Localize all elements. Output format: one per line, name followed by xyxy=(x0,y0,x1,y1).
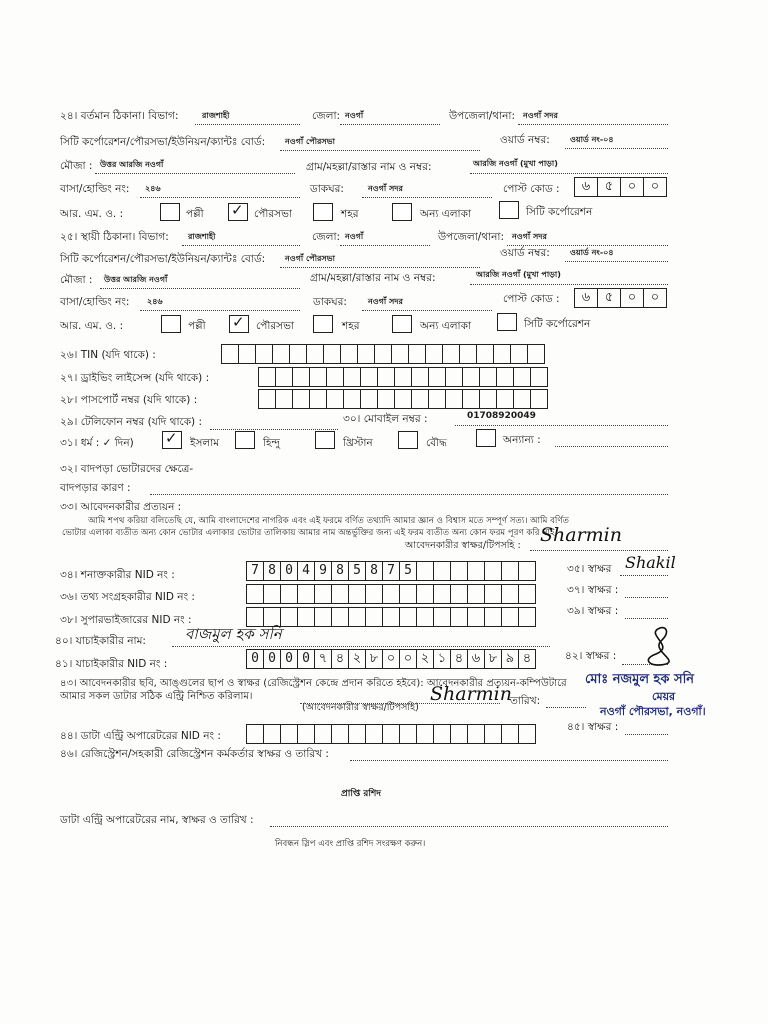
permanent-city-value: নওগাঁ পৌরসভা xyxy=(285,254,335,263)
collector-nid-grid[interactable] xyxy=(246,584,536,604)
driving-license-input-grid[interactable] xyxy=(258,367,548,387)
present-ward-line xyxy=(565,148,668,149)
digit-cell: 0 xyxy=(281,650,298,668)
present-holding-value: ২৪৬ xyxy=(145,184,161,193)
digit-cell xyxy=(497,368,514,386)
digit-cell xyxy=(446,368,463,386)
permanent-division-line xyxy=(182,245,300,246)
digit-cell xyxy=(315,585,332,603)
digit-cell: ৪ xyxy=(522,651,532,666)
digit-cell xyxy=(307,345,324,363)
digit-cell xyxy=(366,608,383,626)
sign39-label: ৩৯। স্বাক্ষর : xyxy=(567,605,619,617)
digit-cell: 8 xyxy=(332,562,349,580)
digit-cell xyxy=(468,562,485,580)
digit-cell xyxy=(344,390,361,408)
digit-cell xyxy=(264,725,281,743)
sign45-label: ৪৫। স্বাক্ষর : xyxy=(567,721,619,733)
permanent-address-label: ২৫। স্থায়ী ঠিকানা। বিভাগ: xyxy=(60,231,169,243)
permanent-rmo-option: পল্লী xyxy=(188,320,206,332)
religion-checkbox-christian[interactable] xyxy=(315,431,335,449)
footer-note: নিবন্ধন স্লিপ এবং প্রাপ্তি রশিদ সংরক্ষণ করুন। xyxy=(275,839,426,849)
digit-cell: 0 xyxy=(264,650,281,668)
present-rmo-checkbox-town[interactable] xyxy=(313,203,333,221)
present-mouza-line xyxy=(95,173,295,174)
digit-cell: ২ xyxy=(417,650,434,668)
permanent-postoffice-label: ডাকঘর: xyxy=(313,296,347,308)
digit-cell xyxy=(434,562,451,580)
present-village-line xyxy=(470,173,668,174)
digit-cell xyxy=(366,725,383,743)
religion-checkbox-hindu[interactable] xyxy=(235,431,255,449)
digit-cell xyxy=(514,368,531,386)
digit-cell: ৯ xyxy=(502,650,519,668)
registration-signature: Sharmin xyxy=(430,683,512,705)
declaration-line-2: ভোটার এলাকা ব্যতীত অন্য কোন ভোটার এলাকার ভোটার তালিকায় আমার নাম অন্তর্ভুক্তির জন্য এই ফরম ব্যতীত অন্য কোন ফরম পূরণ করি নাই। xyxy=(62,528,558,538)
postcode-digit: ০ xyxy=(650,290,660,305)
present-postoffice-label: ডাকঘর: xyxy=(310,183,344,195)
identifier-signature: Shakil xyxy=(625,553,676,572)
digit-cell xyxy=(417,725,434,743)
present-rmo-option: অন্য এলাকা xyxy=(420,208,471,220)
permanent-city-line xyxy=(280,267,480,268)
digit-cell xyxy=(502,725,519,743)
present-postoffice-line xyxy=(362,197,492,198)
religion-option: বৌদ্ধ xyxy=(426,437,447,449)
digit-cell xyxy=(247,585,264,603)
digit-cell xyxy=(358,345,375,363)
declaration-line-1: আমি শপথ করিয়া বলিতেছি যে, আমি বাংলাদেশের নাগরিক এবং এই ফরমে বর্ণিত তথ্যাদি আমার জ্ঞান ও বিশ্বাস মতে সম্পূর্ণ সত্য। আমি বর্ণিত xyxy=(88,516,569,526)
digit-cell xyxy=(528,345,544,363)
permanent-city-label: সিটি কর্পোরেশন/পৌরসভা/ইউনিয়ন/ক্যান্টঃ বোর্ড: xyxy=(60,253,266,265)
digit-cell: ৪ xyxy=(451,650,468,668)
digit-cell xyxy=(511,345,528,363)
digit-cell xyxy=(531,368,547,386)
digit-cell xyxy=(477,345,494,363)
digit-cell xyxy=(378,368,395,386)
digit-cell: ২ xyxy=(349,650,366,668)
digit-cell xyxy=(293,368,310,386)
digit-cell: ৪ xyxy=(332,650,349,668)
present-postcode-label: পোস্ট কোড : xyxy=(503,183,560,195)
digit-cell: 5 xyxy=(400,562,417,580)
digit-cell xyxy=(332,725,349,743)
religion-other-line[interactable] xyxy=(555,446,668,447)
present-rmo-option: সিটি কর্পোরেশন xyxy=(526,206,593,218)
present-rmo-option: পৌরসভা xyxy=(254,208,292,220)
digit-cell: ৮ xyxy=(366,650,383,668)
present-division-line xyxy=(195,124,300,125)
supervisor-nid-grid[interactable] xyxy=(246,607,536,627)
digit-cell: 8 xyxy=(366,562,383,580)
religion-label: ৩১। ধর্ম : ✓ দিন) xyxy=(60,437,134,449)
present-rmo-label: আর. এম. ও. : xyxy=(60,208,124,220)
digit-cell xyxy=(332,585,349,603)
permanent-rmo-checkbox-municipality[interactable] xyxy=(229,315,249,333)
religion-option: ইসলাম xyxy=(190,437,220,449)
religion-checkbox-buddhist[interactable] xyxy=(398,431,418,449)
verifier-nid-label: ৪১। যাচাইকারীর NID নং : xyxy=(55,658,168,670)
passport-input-grid[interactable] xyxy=(258,389,548,409)
postcode-digit: ৫ xyxy=(598,178,621,196)
postcode-digit: ০ xyxy=(650,179,660,194)
digit-cell xyxy=(451,562,468,580)
permanent-holding-value: ২৪৬ xyxy=(147,297,163,306)
permanent-district-line xyxy=(340,245,430,246)
digit-cell xyxy=(434,608,451,626)
operator-nid-label: ৪৪। ডাটা এন্ট্রি অপারেটরের NID নং : xyxy=(60,730,221,742)
mobile-value: 01708920049 xyxy=(467,411,536,421)
collector-nid-label: ৩৬। তথ্য সংগ্রহকারীর NID নং : xyxy=(60,591,195,603)
digit-cell xyxy=(349,608,366,626)
digit-cell xyxy=(429,390,446,408)
digit-cell: ৮ xyxy=(485,650,502,668)
digit-cell xyxy=(281,725,298,743)
permanent-district-label: জেলা: xyxy=(312,231,341,243)
permanent-rmo-checkbox-rural[interactable] xyxy=(161,315,181,333)
digit-cell xyxy=(276,390,293,408)
supervisor-nid-label: ৩৮। সুপারভাইজারের NID নং : xyxy=(60,614,192,626)
digit-cell xyxy=(400,608,417,626)
declaration-label: ৩৩। আবেদনকারীর প্রত্যয়ন : xyxy=(60,501,182,513)
reg-officer-line[interactable] xyxy=(350,760,668,761)
digit-cell: 0 xyxy=(247,650,264,668)
registration-sign-caption: (আবেদনকারীর স্বাক্ষর/টিপসহি) xyxy=(302,702,419,713)
digit-cell: 4 xyxy=(298,562,315,580)
postcode-digit: ০ xyxy=(621,289,644,307)
digit-cell: ১ xyxy=(434,650,451,668)
digit-cell xyxy=(485,608,502,626)
digit-cell: 7 xyxy=(247,562,264,580)
permanent-district-value: নওগাঁ xyxy=(345,232,364,241)
digit-cell xyxy=(315,725,332,743)
operator-nid-grid[interactable] xyxy=(246,724,536,744)
digit-cell xyxy=(480,368,497,386)
digit-cell xyxy=(293,390,310,408)
digit-cell xyxy=(400,725,417,743)
present-ward-label: ওয়ার্ড নম্বর: xyxy=(500,134,550,146)
tin-input-grid[interactable] xyxy=(221,344,545,364)
digit-cell xyxy=(468,608,485,626)
religion-checkbox-islam[interactable] xyxy=(162,431,182,449)
digit-cell: ৭ xyxy=(315,650,332,668)
permanent-rmo-option: অন্য এলাকা xyxy=(420,320,471,332)
permanent-holding-line xyxy=(140,310,300,311)
religion-option: হিন্দু xyxy=(263,437,280,449)
digit-cell xyxy=(485,725,502,743)
verifier-name-line xyxy=(172,646,550,647)
verifier-name-label: ৪০। যাচাইকারীর নাম: xyxy=(55,635,146,647)
religion-checkbox-other[interactable] xyxy=(476,429,496,447)
postcode-digit: ৬ xyxy=(575,289,598,307)
sign35-label: ৩৫। স্বাক্ষর xyxy=(567,563,612,575)
applicant-signature: Sharmin xyxy=(540,524,622,546)
present-division-value: রাজশাহী xyxy=(202,111,230,120)
digit-cell xyxy=(349,725,366,743)
digit-cell xyxy=(315,608,332,626)
present-holding-label: বাসা/হোল্ডিং নং: xyxy=(60,183,130,195)
permanent-mouza-label: মৌজা : xyxy=(60,274,93,286)
digit-cell xyxy=(434,725,451,743)
digit-cell: ০ xyxy=(400,650,417,668)
present-village-value: আরজি নওগাঁ (মুখা পাড়া) xyxy=(473,159,558,168)
digit-cell xyxy=(259,368,276,386)
identifier-nid-label: ৩৪। শনাক্তকারীর NID নং : xyxy=(60,569,175,581)
present-upazila-line xyxy=(518,124,668,125)
digit-cell: 9 xyxy=(315,562,332,580)
permanent-postcode-grid[interactable] xyxy=(574,288,667,308)
digit-cell xyxy=(460,345,477,363)
permanent-rmo-checkbox-other[interactable] xyxy=(392,315,412,333)
digit-cell xyxy=(417,608,434,626)
present-upazila-value: নওগাঁ সদর xyxy=(523,111,558,120)
permanent-rmo-checkbox-city[interactable] xyxy=(497,313,517,331)
permanent-upazila-line xyxy=(507,245,668,246)
digit-cell xyxy=(519,585,535,603)
permanent-postoffice-line xyxy=(362,310,492,311)
digit-cell xyxy=(429,368,446,386)
verifier-name-value: বাজমুল হক সনি xyxy=(185,625,282,643)
digit-cell xyxy=(519,562,535,580)
digit-cell: ০ xyxy=(383,650,400,668)
postcode-digit: ০ xyxy=(621,178,644,196)
religion-option: অন্যান্য : xyxy=(503,434,541,446)
digit-cell xyxy=(375,345,392,363)
permanent-postoffice-value: নওগাঁ সদর xyxy=(368,297,403,306)
reg-officer-label: ৪৬। রেজিস্ট্রেশন/সহকারী রেজিস্ট্রেশন কর্মকর্তার স্বাক্ষর ও তারিখ : xyxy=(60,748,329,760)
stamp-org: নওগাঁ পৌরসভা, নওগাঁ। xyxy=(600,705,706,718)
digit-cell xyxy=(383,585,400,603)
digit-cell xyxy=(259,390,276,408)
digit-cell xyxy=(531,390,547,408)
digit-cell: 0 xyxy=(298,650,315,668)
digit-cell xyxy=(468,725,485,743)
digit-cell xyxy=(451,725,468,743)
digit-cell xyxy=(412,368,429,386)
digit-cell xyxy=(298,608,315,626)
permanent-village-value: আরজি নওগাঁ (মুখা পাড়া) xyxy=(476,270,561,279)
omission-label: ৩২। বাদপড়া ভোটারদের ক্ষেত্রে- xyxy=(60,463,194,475)
omission-reason-line[interactable] xyxy=(150,494,668,495)
registration-date-label: তারিখ: xyxy=(510,695,541,707)
digit-cell xyxy=(485,562,502,580)
digit-cell xyxy=(327,390,344,408)
present-postoffice-value: নওগাঁ সদর xyxy=(368,184,403,193)
digit-cell xyxy=(378,390,395,408)
present-city-line xyxy=(280,150,480,151)
digit-cell xyxy=(383,608,400,626)
present-rmo-checkbox-rural[interactable] xyxy=(160,203,180,221)
digit-cell xyxy=(468,585,485,603)
permanent-rmo-option: শহর xyxy=(342,320,360,332)
digit-cell xyxy=(519,725,535,743)
digit-cell xyxy=(497,390,514,408)
permanent-rmo-option: পৌরসভা xyxy=(256,320,294,332)
digit-cell: 8 xyxy=(264,562,281,580)
sign39-line[interactable] xyxy=(625,618,668,619)
driving-license-label: ২৭। ড্রাইভিং লাইসেন্স (যদি থাকে) : xyxy=(60,372,210,384)
digit-cell xyxy=(502,585,519,603)
permanent-postcode-label: পোস্ট কোড : xyxy=(503,293,560,305)
digit-cell xyxy=(443,345,460,363)
receipt-title: প্রাপ্তি রশিদ xyxy=(341,789,382,799)
permanent-division-value: রাজশাহী xyxy=(188,232,216,241)
present-upazila-label: উপজেলা/থানা: xyxy=(449,110,516,122)
digit-cell xyxy=(361,390,378,408)
permanent-holding-label: বাসা/হোল্ডিং নং: xyxy=(60,296,130,308)
present-postcode-grid[interactable] xyxy=(574,177,667,197)
digit-cell xyxy=(485,585,502,603)
mobile-label: ৩০। মোবাইল নম্বর : xyxy=(343,413,428,425)
digit-cell xyxy=(502,608,519,626)
present-district-value: নওগাঁ xyxy=(345,111,364,120)
digit-cell xyxy=(361,368,378,386)
permanent-ward-label: ওয়ার্ড নম্বর: xyxy=(500,247,550,259)
digit-cell xyxy=(392,345,409,363)
digit-cell xyxy=(298,585,315,603)
digit-cell xyxy=(341,345,358,363)
digit-cell xyxy=(264,585,281,603)
digit-cell xyxy=(247,725,264,743)
digit-cell xyxy=(239,345,256,363)
permanent-village-line xyxy=(470,284,668,285)
digit-cell xyxy=(332,608,349,626)
verifier-nid-grid[interactable] xyxy=(246,649,536,669)
postcode-digit: ৬ xyxy=(575,178,598,196)
registration-line-1: ৪৩। আবেদনকারীর ছবি, আঙ্গুলের ছাপ ও স্বাক্ষর (রেজিস্ট্রেশন কেন্দ্রে প্রদান করিতে হইবে): আবেদনকারীর প্রত্যয়ন-কম্পিউটারে xyxy=(60,678,567,689)
present-mouza-value: উত্তর আরজি নওগাঁ xyxy=(100,160,164,169)
digit-cell xyxy=(395,368,412,386)
digit-cell xyxy=(451,585,468,603)
permanent-village-label: গ্রাম/মহল্লা/রাস্তার নাম ও নম্বর: xyxy=(310,272,436,284)
permanent-mouza-line xyxy=(100,288,300,289)
check-icon: ✓ xyxy=(231,201,244,219)
present-rmo-option: পল্লী xyxy=(186,208,204,220)
digit-cell xyxy=(310,390,327,408)
receipt-operator-label: ডাটা এন্ট্রি অপারেটরের নাম, স্বাক্ষর ও তারিখ : xyxy=(60,814,254,826)
telephone-line[interactable] xyxy=(210,429,338,430)
present-mouza-label: মৌজা : xyxy=(60,160,93,172)
digit-cell xyxy=(395,390,412,408)
passport-label: ২৮। পাসপোর্ট নম্বর (যদি থাকে) : xyxy=(60,394,198,406)
present-rmo-option: শহর xyxy=(341,208,359,220)
sign45-line[interactable] xyxy=(625,734,668,735)
sign37-label: ৩৭। স্বাক্ষর : xyxy=(567,584,619,596)
present-city-value: নওগাঁ পৌরসভা xyxy=(285,137,335,146)
permanent-rmo-checkbox-town[interactable] xyxy=(313,315,333,333)
digit-cell xyxy=(349,585,366,603)
digit-cell xyxy=(324,345,341,363)
permanent-upazila-label: উপজেলা/থানা: xyxy=(438,231,505,243)
digit-cell xyxy=(281,608,298,626)
omission-reason-label: বাদপড়ার কারণ : xyxy=(60,482,131,494)
check-icon: ✓ xyxy=(165,429,178,447)
digit-cell xyxy=(502,562,519,580)
registration-sign-line xyxy=(300,703,500,704)
verifier-signature-scribble xyxy=(630,624,690,670)
digit-cell xyxy=(463,368,480,386)
present-district-line xyxy=(340,124,440,125)
digit-cell xyxy=(426,345,443,363)
digit-cell xyxy=(276,368,293,386)
digit-cell: 7 xyxy=(383,562,400,580)
permanent-ward-line xyxy=(565,261,668,262)
digit-cell xyxy=(310,368,327,386)
digit-cell xyxy=(290,345,307,363)
stamp-title: মেয়র xyxy=(652,690,676,703)
present-address-label: ২৪। বর্তমান ঠিকানা। বিভাগ: xyxy=(60,110,179,122)
digit-cell xyxy=(519,608,535,626)
permanent-rmo-option: সিটি কর্পোরেশন xyxy=(524,318,591,330)
digit-cell xyxy=(273,345,290,363)
digit-cell xyxy=(417,562,434,580)
permanent-mouza-value: উত্তর আরজি নওগাঁ xyxy=(104,275,168,284)
present-city-label: সিটি কর্পোরেশন/পৌরসভা/ইউনিয়ন/ক্যান্টঃ বোর্ড: xyxy=(60,136,266,148)
telephone-label: ২৯। টেলিফোন নম্বর (যদি থাকে) : xyxy=(60,416,203,428)
religion-option: খ্রিস্টান xyxy=(343,437,373,449)
permanent-upazila-value: নওগাঁ সদর xyxy=(512,232,547,241)
present-ward-value: ওয়ার্ড নং-০৪ xyxy=(570,135,614,144)
present-rmo-checkbox-city[interactable] xyxy=(499,201,519,219)
identifier-nid-grid[interactable] xyxy=(246,561,536,581)
registration-date-line[interactable] xyxy=(546,707,586,708)
digit-cell xyxy=(281,585,298,603)
digit-cell xyxy=(446,390,463,408)
postcode-digit: ৫ xyxy=(598,289,621,307)
registration-line-2: আমার সকল ডাটার সঠিক এন্ট্রি নিশ্চিত করিলাম। xyxy=(60,691,253,702)
digit-cell xyxy=(417,585,434,603)
digit-cell xyxy=(327,368,344,386)
digit-cell xyxy=(222,345,239,363)
digit-cell xyxy=(409,345,426,363)
digit-cell xyxy=(480,390,497,408)
digit-cell xyxy=(256,345,273,363)
receipt-operator-line[interactable] xyxy=(270,826,668,827)
digit-cell xyxy=(344,368,361,386)
digit-cell xyxy=(412,390,429,408)
digit-cell xyxy=(494,345,511,363)
check-icon: ✓ xyxy=(232,313,245,331)
digit-cell xyxy=(366,585,383,603)
tin-label: ২৬। TIN (যদি থাকে) : xyxy=(60,349,156,361)
applicant-signature-caption: আবেদনকারীর স্বাক্ষর/টিপসহি : xyxy=(405,540,521,551)
digit-cell xyxy=(514,390,531,408)
digit-cell xyxy=(383,725,400,743)
present-rmo-checkbox-municipality[interactable] xyxy=(228,203,248,221)
digit-cell xyxy=(451,608,468,626)
mobile-line xyxy=(455,425,668,426)
applicant-signature-line xyxy=(530,550,668,551)
digit-cell xyxy=(463,390,480,408)
permanent-rmo-label: আর. এম. ও. : xyxy=(60,320,124,332)
digit-cell: 0 xyxy=(281,562,298,580)
present-holding-line xyxy=(140,197,300,198)
stamp-name: মোঃ নজমুল হক সনি xyxy=(585,672,695,687)
present-district-label: জেলা: xyxy=(312,110,341,122)
permanent-ward-value: ওয়ার্ড নং-০৪ xyxy=(570,248,614,257)
sign35-line xyxy=(620,575,668,576)
sign42-label: ৪২। স্বাক্ষর : xyxy=(565,650,617,662)
present-rmo-checkbox-other[interactable] xyxy=(392,203,412,221)
digit-cell xyxy=(298,725,315,743)
sign37-line[interactable] xyxy=(625,597,668,598)
digit-cell: 5 xyxy=(349,562,366,580)
digit-cell xyxy=(434,585,451,603)
digit-cell: ৬ xyxy=(468,650,485,668)
digit-cell xyxy=(400,585,417,603)
present-village-label: গ্রাম/মহল্লা/রাস্তার নাম ও নম্বর: xyxy=(306,161,432,173)
